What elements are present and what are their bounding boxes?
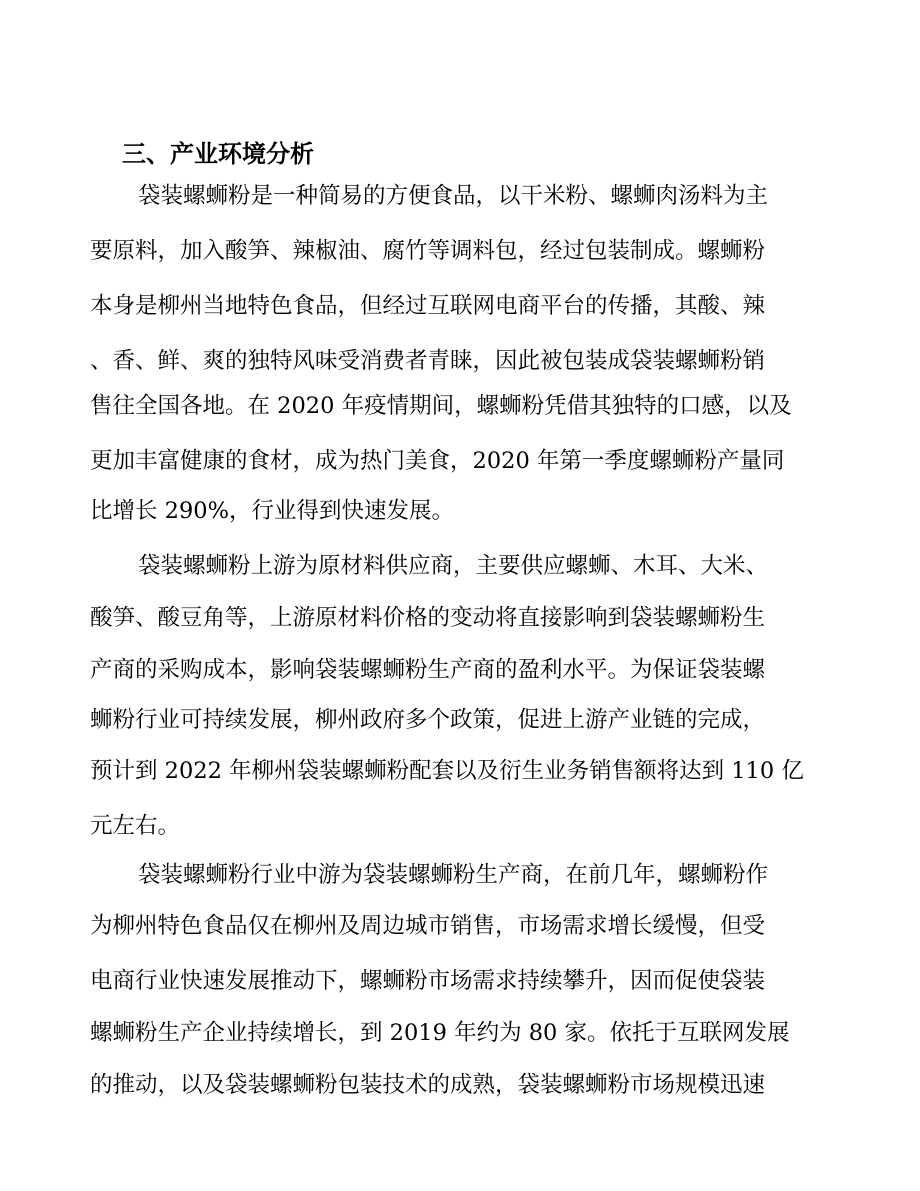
paragraph-line: 袋装螺蛳粉行业中游为袋装螺蛳粉生产商，在前几年，螺蛳粉作 (138, 862, 769, 888)
paragraph-line: 售往全国各地。在 2020 年疫情期间，螺蛳粉凭借其独特的口感，以及 (90, 393, 792, 419)
paragraph-line: 、香、鲜、爽的独特风味受消费者青睐，因此被包装成袋装螺蛳粉销 (90, 348, 766, 374)
paragraph-line: 酸笋、酸豆角等，上游原材料价格的变动将直接影响到袋装螺蛳粉生 (90, 605, 766, 631)
paragraph-line: 本身是柳州当地特色食品，但经过互联网电商平台的传播，其酸、辣 (90, 293, 766, 319)
paragraph-line: 袋装螺蛳粉是一种简易的方便食品，以干米粉、螺蛳肉汤料为主 (138, 183, 769, 209)
paragraph-line: 比增长 290%，行业得到快速发展。 (90, 498, 454, 524)
paragraph-line: 预计到 2022 年柳州袋装螺蛳粉配套以及衍生业务销售额将达到 110 亿 (90, 758, 804, 784)
paragraph-line: 电商行业快速发展推动下，螺蛳粉市场需求持续攀升，因而促使袋装 (90, 968, 766, 994)
paragraph-line: 产商的采购成本，影响袋装螺蛳粉生产商的盈利水平。为保证袋装螺 (90, 657, 766, 683)
paragraph-line: 元左右。 (90, 813, 181, 839)
paragraph-line: 更加丰富健康的食材，成为热门美食，2020 年第一季度螺蛳粉产量同 (90, 448, 785, 474)
paragraph-line: 螺蛳粉生产企业持续增长，到 2019 年约为 80 家。依托于互联网发展 (90, 1020, 790, 1046)
paragraph-line: 要原料，加入酸笋、辣椒油、腐竹等调料包，经过包装制成。螺蛳粉 (90, 238, 766, 264)
paragraph-line: 袋装螺蛳粉上游为原材料供应商，主要供应螺蛳、木耳、大米、 (138, 553, 769, 579)
paragraph-line: 的推动，以及袋装螺蛳粉包装技术的成熟，袋装螺蛳粉市场规模迅速 (90, 1072, 766, 1098)
section-heading: 三、产业环境分析 (122, 139, 314, 168)
paragraph-line: 蛳粉行业可持续发展，柳州政府多个政策，促进上游产业链的完成， (90, 707, 766, 733)
paragraph-line: 为柳州特色食品仅在柳州及周边城市销售，市场需求增长缓慢，但受 (90, 913, 766, 939)
